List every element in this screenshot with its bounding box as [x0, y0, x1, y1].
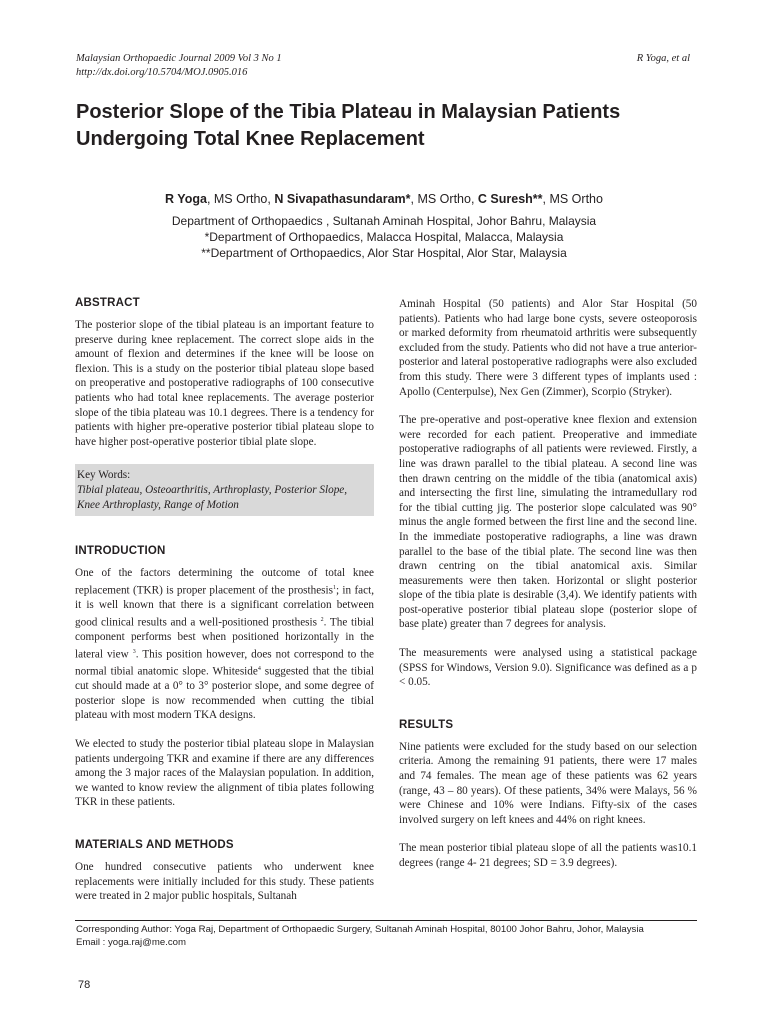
left-column — [75, 297, 374, 904]
footnote-divider — [75, 920, 697, 921]
author-name: R Yoga — [165, 192, 207, 206]
abstract-text: The posterior slope of the tibial plateau is an important feature to preserve during knee replacement. The correct slope aids in the amount of flexion and determines if the knee will be loose on flexion. This is a study on the posterior tibial plateau slope based on preoperative and postoperative radiographs of 100 consecutive patients who had total knee replacements. The average posterior slope of the tibia plateau was 10.1 degrees. There is a tendency for patients with higher pre-operative posterior tibial plateau slope to have higher post-operative posterior tibial plate slope. — [75, 319, 374, 448]
author-name: N Sivapathasundaram* — [274, 192, 411, 206]
methods-paragraph: The measurements were analysed using a statistical package (SPSS for Windows, Version 9.0). Significance was defined as a p < 0.05. — [399, 647, 697, 689]
citation-ref: 4 — [257, 665, 261, 672]
affiliation: Department of Orthopaedics , Sultanah Aminah Hospital, Johor Bahru, Malaysia — [171, 214, 597, 228]
right-column — [399, 297, 697, 871]
author-degree: , MS Ortho, — [206, 192, 275, 206]
affiliation: **Department of Orthopaedics, Alor Star Hospital, Alor Star, Malaysia — [201, 246, 567, 260]
results-heading: RESULTS — [399, 718, 454, 731]
corresponding-author: Corresponding Author: Yoga Raj, Department of Orthopaedic Surgery, Sultanah Aminah Hospital, 80100 Johor Bahru, Johor, Malaysia — [76, 924, 644, 935]
methods-heading: MATERIALS AND METHODS — [75, 838, 234, 851]
citation-ref: 3 — [132, 648, 136, 655]
keywords-list: Tibial plateau, Osteoarthritis, Arthroplasty, Posterior Slope, Knee Arthroplasty, Range of Motion — [77, 483, 348, 511]
author-name: C Suresh** — [477, 192, 543, 206]
methods-paragraph: Aminah Hospital (50 patients) and Alor Star Hospital (50 patients). Patients who had large bone cysts, severe osteoporosis or marked deformity from rheumatoid arthritis were subsequently excluded from the study. Patients who did not have a true anterior-posterior and lateral postoperative radiographs were also excluded from this study. There were 3 different types of implants used : Apollo (Centerpulse), Nex Gen (Zimmer), Scorpio (Stryker). — [399, 298, 697, 398]
results-paragraph: The mean posterior tibial plateau slope of all the patients was10.1 degrees (range 4- 21 degrees; SD = 3.9 degrees). — [399, 842, 697, 869]
keywords-label: Key Words: — [77, 469, 131, 482]
introduction-paragraph: We elected to study the posterior tibial plateau slope in Malaysian patients undergoing TKR and examine if there are any differences among the 3 major races of the Malaysian population. In addition, we wanted to know review the alignment of tibia plates following TKR in these patients. — [75, 738, 374, 809]
citation-ref: 1 — [333, 584, 337, 591]
introduction-heading: INTRODUCTION — [75, 545, 166, 558]
page-number: 78 — [78, 979, 91, 991]
affiliation: *Department of Orthopaedics, Malacca Hospital, Malacca, Malaysia — [204, 230, 564, 244]
methods-paragraph: The pre-operative and post-operative knee flexion and extension were recorded for each patient. Preoperative and immediate postoperative radiographs of all patients were reviewed. Firstly, a line was drawn parallel to the tibial plateau. A second line was then drawn centring on the middle of the tibia (anatomical axis) and intersecting the first line, simulating the intramedullary rod for the tibial cutting jig. The posterior slope calculated was 90° minus the angle formed between the first line and the second line. In the immediate postoperative radiographs, a line was drawn parallel to the base of the tibial plate. The second line was then drawn centring on the tibial anatomical axis. Similar measurements were then taken. Horizontal or slight posterior slope of the tibia plate is desirable (3,4). We identify patients with post-operative posterior tibial plateau slope (posterior slope of base plate) greater than 7 degrees for analysis. — [399, 414, 697, 631]
author-degree: , MS Ortho, — [410, 192, 478, 206]
corresponding-author-note — [76, 923, 706, 949]
methods-paragraph: One hundred consecutive patients who underwent knee replacements were initially included for this study. These patients were treated in 2 major public hospitals, Sultanah — [75, 860, 374, 903]
article-title: Posterior Slope of the Tibia Plateau in Malaysian Patients Undergoing Total Knee Replacement — [76, 101, 621, 150]
author-degree: , MS Ortho — [542, 192, 603, 206]
citation-ref: 2 — [320, 616, 324, 623]
journal-citation: Malaysian Orthopaedic Journal 2009 Vol 3 No 1 — [76, 53, 282, 64]
keywords-box — [75, 464, 374, 516]
abstract-heading: ABSTRACT — [75, 297, 140, 309]
doi-link[interactable]: http://dx.doi.org/10.5704/MOJ.0905.016 — [76, 67, 248, 78]
author-line — [76, 191, 692, 208]
running-author: R Yoga, et al — [636, 53, 690, 64]
results-paragraph: Nine patients were excluded for the study based on our selection criteria. Among the remaining 91 patients, there were 17 males and 74 females. The mean age of these patients was 62 years (range, 43 – 80 years). Of these patients, 34% were Malays, 56 % were Chinese and 10% were Indians. Fifty-six of the cases involved surgery on left knees and 44% on right knees. — [399, 740, 697, 826]
introduction-paragraph: One of the factors determining the outcome of total knee replacement (TKR) is proper placement of the prosthesis$^1$; in fact, it is well known that there is a significant correlation between good clinical results and a well-positioned prosthesis $^2$. The tibial component performs best when positioned horizontally in the lateral view $^3$. This position however, does not correspond to the normal tibial anatomic slope. Whiteside$^4$ suggested that the tibial cut should made at a 0° to 3° posterior slope, and some degree of posterior slope is now recommended when cutting the tibial plateau with most modern TKA designs. — [75, 567, 375, 722]
author-email[interactable]: Email : yoga.raj@me.com — [76, 937, 186, 948]
